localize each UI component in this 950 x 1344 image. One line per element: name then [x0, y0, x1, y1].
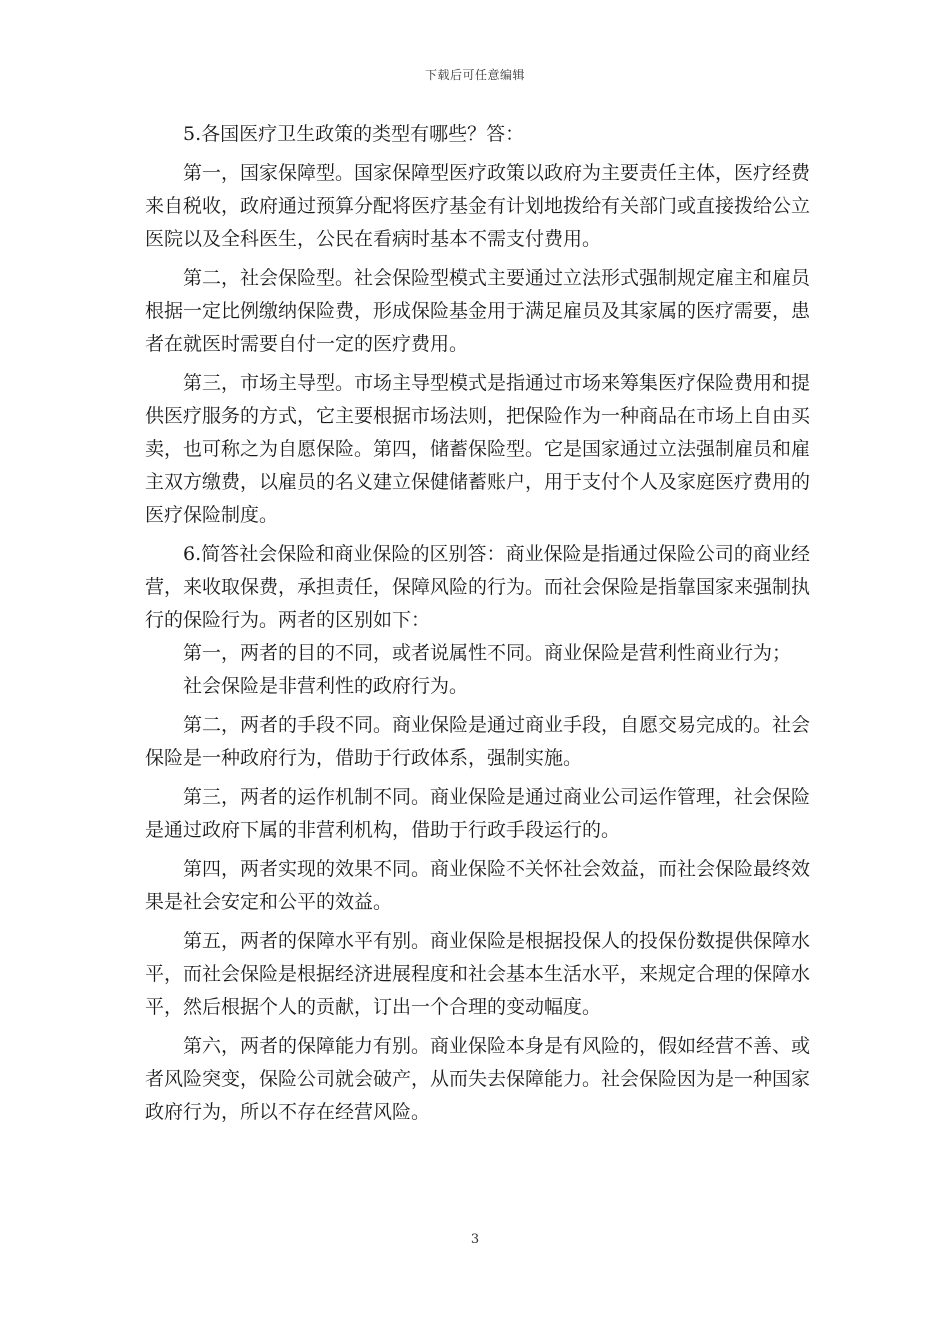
difference-4-paragraph: 第四，两者实现的效果不同。商业保险不关怀社会效益，而社会保险最终效果是社会安定和公平的效益。	[145, 858, 811, 913]
paragraph-social-insurance-type: 第二，社会保险型。社会保险型模式主要通过立法形式强制规定雇主和雇员根据一定比例缴纳保险费，形成保险基金用于满足雇员及其家属的医疗需要，患者在就医时需要自付一定的医疗费用。	[145, 267, 811, 355]
page-header: 下载后可任意编辑	[424, 68, 525, 82]
difference-1-line-1: 第一，两者的目的不同，或者说属性不同。商业保险是营利性商业行为；	[183, 642, 792, 664]
difference-2-paragraph: 第二，两者的手段不同。商业保险是通过商业手段，自愿交易完成的。社会保险是一种政府行为，借助于行政体系，强制实施。	[145, 714, 811, 769]
document-body	[145, 118, 810, 1135]
paragraph-market-and-savings-type: 第三，市场主导型。市场主导型模式是指通过市场来筹集医疗保险费用和提供医疗服务的方式，它主要根据市场法则，把保险作为一种商品在市场上自由买卖，也可称之为自愿保险。第四，储蓄保险型。它是国家通过立法强制雇员和雇主双方缴费，以雇员的名义建立保健储蓄账户，用于支付个人及家庭医疗费用的医疗保险制度。	[145, 372, 811, 526]
page-number: 3	[470, 1232, 480, 1247]
difference-6-paragraph: 第六，两者的保障能力有别。商业保险本身是有风险的，假如经营不善、或者风险突变，保险公司就会破产，从而失去保障能力。社会保险因为是一种国家政府行为，所以不存在经营风险。	[145, 1035, 811, 1123]
question-6-paragraph: 6.简答社会保险和商业保险的区别答：商业保险是指通过保险公司的商业经营，来收取保费，承担责任，保障风险的行为。而社会保险是指靠国家来强制执行的保险行为。两者的区别如下：	[145, 543, 811, 631]
difference-1-line-2: 社会保险是非营利性的政府行为。	[183, 675, 469, 697]
difference-5-paragraph: 第五，两者的保障水平有别。商业保险是根据投保人的投保份数提供保障水平，而社会保险是根据经济进展程度和社会基本生活水平，来规定合理的保障水平，然后根据个人的贡献，订出一个合理的变动幅度。	[145, 930, 811, 1018]
question-5-heading: 5.各国医疗卫生政策的类型有哪些？答：	[183, 123, 525, 145]
difference-3-paragraph: 第三，两者的运作机制不同。商业保险是通过商业公司运作管理，社会保险是通过政府下属的非营利机构，借助于行政手段运行的。	[145, 786, 811, 841]
paragraph-national-security-type: 第一，国家保障型。国家保障型医疗政策以政府为主要责任主体，医疗经费来自税收，政府通过预算分配将医疗基金有计划地拨给有关部门或直接拨给公立医院以及全科医生，公民在看病时基本不需支付费用。	[145, 162, 811, 250]
